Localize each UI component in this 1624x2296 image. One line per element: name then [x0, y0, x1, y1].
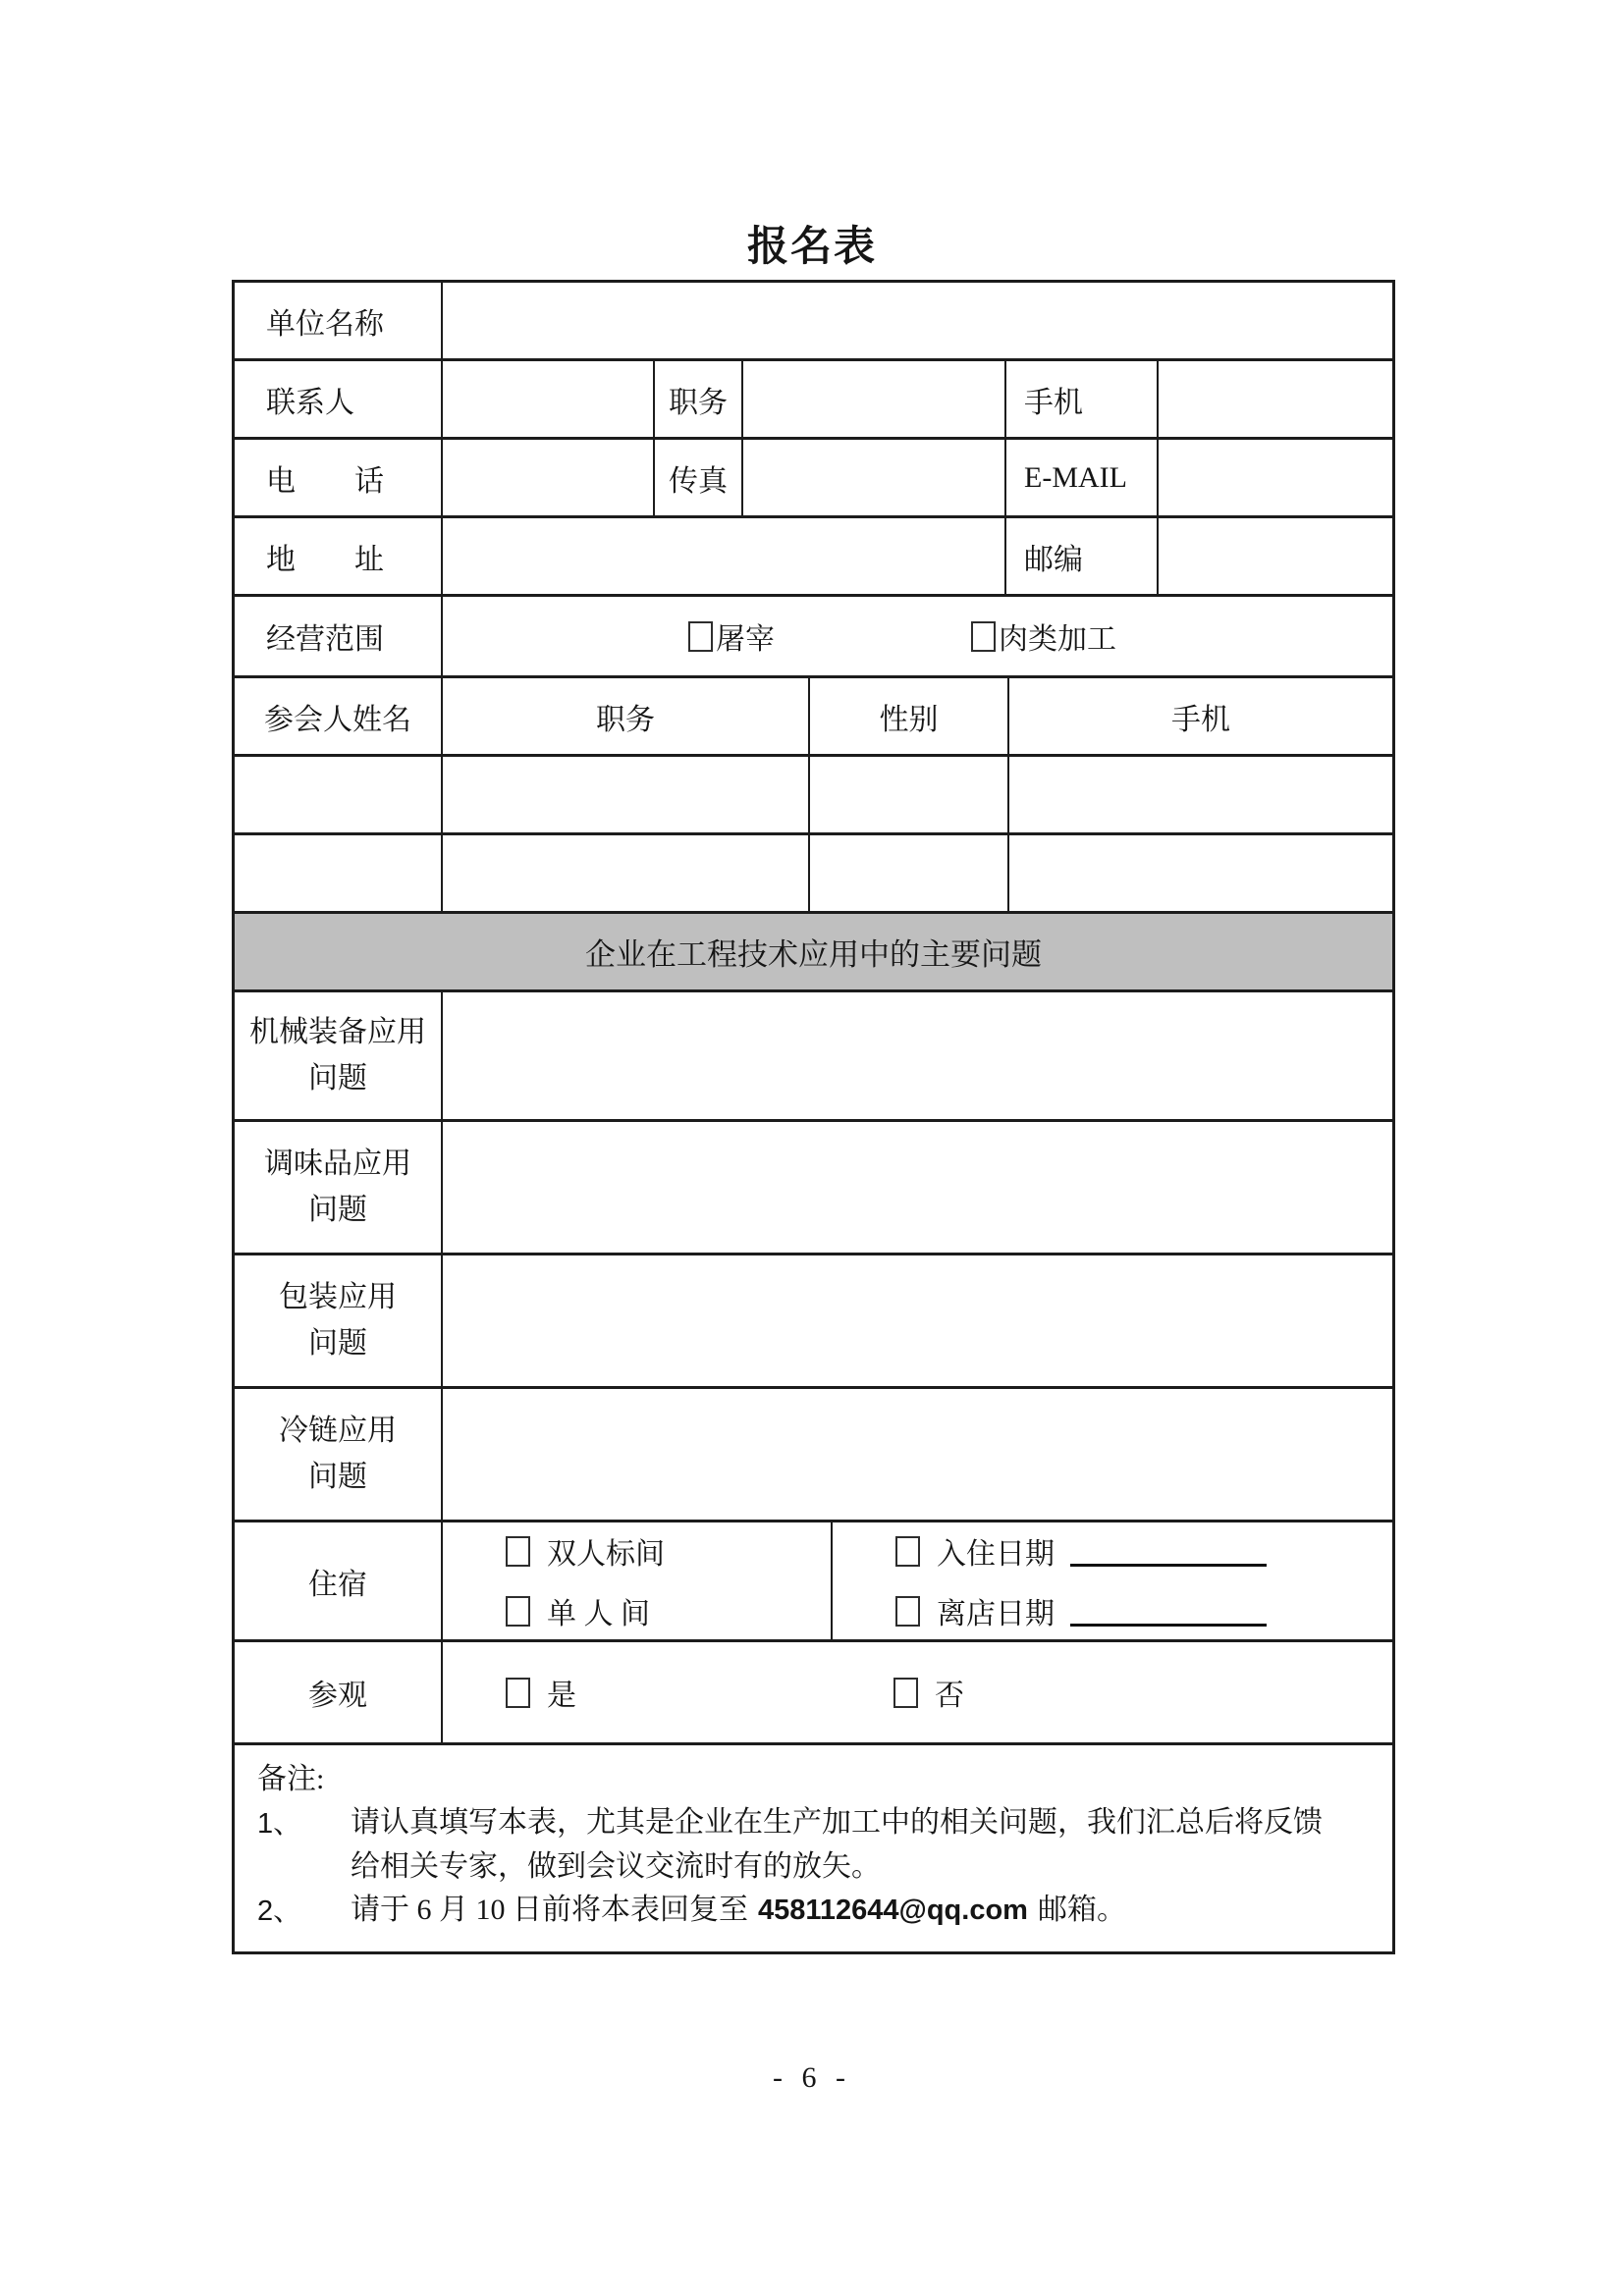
visit-option-no-label: 否: [935, 1680, 964, 1712]
remarks-item-1: [257, 1801, 1373, 1889]
phone-input-cell[interactable]: [443, 440, 655, 515]
room-option-single: [506, 1589, 831, 1632]
postcode-label: 邮编: [1006, 518, 1159, 594]
scope-option-meat-processing: [971, 614, 1116, 658]
fax-label: 传真: [655, 440, 743, 515]
attendee-2-mobile-cell[interactable]: [1009, 835, 1392, 911]
phone-label: 电 话: [235, 440, 443, 515]
attendee-2-position-cell[interactable]: [443, 835, 810, 911]
attendee-2-name-cell[interactable]: [235, 835, 443, 911]
email-input-cell[interactable]: [1159, 440, 1392, 515]
checkin-date-label: 入住日期: [937, 1538, 1055, 1571]
page-number: - 6 -: [773, 2061, 851, 2094]
attendee-2-gender-cell[interactable]: [810, 835, 1009, 911]
postcode-input-cell[interactable]: [1159, 518, 1392, 594]
contact-position-input-cell[interactable]: [743, 361, 1006, 437]
checkbox-checkout-date[interactable]: [895, 1596, 920, 1627]
address-label: 地 址: [235, 518, 443, 594]
attendee-mobile-header: 手机: [1171, 703, 1230, 736]
contact-input-cell[interactable]: [443, 361, 655, 437]
remarks-item-2: [257, 1889, 1373, 1933]
visit-option-yes: [506, 1671, 893, 1714]
row-accommodation: [235, 1522, 1392, 1642]
row-address: [235, 518, 1392, 597]
problem-machinery-label: 机械装备应用 问题: [235, 992, 443, 1119]
row-visit: [235, 1642, 1392, 1745]
accommodation-label: 住宿: [235, 1522, 443, 1639]
scope-option-meat-processing-label: 肉类加工: [999, 623, 1116, 656]
attendee-name-header: 参会人姓名: [235, 678, 443, 754]
remarks-item-2-text-after: 邮箱。: [1037, 1894, 1126, 1927]
unit-name-input-cell[interactable]: [443, 283, 1392, 358]
row-unit-name: [235, 283, 1392, 361]
remarks-title: 备注:: [257, 1763, 325, 1795]
registration-table: [232, 280, 1395, 1954]
business-scope-label: 经营范围: [235, 597, 443, 675]
address-input-cell[interactable]: [443, 518, 1006, 594]
contact-label: 联系人: [235, 361, 443, 437]
attendee-1-position-cell[interactable]: [443, 757, 810, 832]
checkbox-checkin-date[interactable]: [895, 1536, 920, 1567]
problem-seasoning-input-cell[interactable]: [443, 1122, 1392, 1253]
checkout-date-label: 离店日期: [937, 1598, 1055, 1630]
remarks-item-1-text: 请认真填写本表，尤其是企业在生产加工中的相关问题，我们汇总后将反馈给相关专家，做到会议交流时有的放矢。: [351, 1806, 1323, 1883]
room-option-double-label: 双人标间: [547, 1538, 665, 1571]
contact-position-label: 职务: [655, 361, 743, 437]
problems-section-header: 企业在工程技术应用中的主要问题: [235, 914, 1392, 989]
checkout-date-blank[interactable]: [1070, 1624, 1267, 1627]
scope-option-slaughter: [688, 614, 775, 658]
remarks-item-2-marker: 2、: [257, 1896, 302, 1928]
problem-packaging-label: 包装应用 问题: [235, 1255, 443, 1386]
visit-label: 参观: [235, 1642, 443, 1742]
remarks-item-2-text: [351, 1889, 1126, 1933]
row-problem-coldchain: [235, 1389, 1392, 1522]
attendee-position-header: 职务: [443, 678, 810, 754]
problem-machinery-input-cell[interactable]: [443, 992, 1392, 1119]
remarks-reply-email: 458112644@qq.com: [758, 1895, 1028, 1927]
contact-mobile-input-cell[interactable]: [1159, 361, 1392, 437]
checkbox-visit-yes[interactable]: [506, 1678, 530, 1708]
accommodation-date-options-cell: [833, 1522, 1392, 1639]
checkbox-meat-processing[interactable]: [971, 621, 996, 652]
remarks-item-1-marker: 1、: [257, 1808, 302, 1841]
checkbox-single-room[interactable]: [506, 1596, 530, 1627]
row-attendee-2: [235, 835, 1392, 914]
checkbox-slaughter[interactable]: [688, 621, 713, 652]
email-label: E-MAIL: [1006, 440, 1159, 515]
checkbox-visit-no[interactable]: [893, 1678, 918, 1708]
remarks-cell: [235, 1745, 1392, 1951]
room-option-double: [506, 1529, 831, 1573]
row-business-scope: [235, 597, 1392, 678]
row-attendee-1: [235, 757, 1392, 835]
attendee-1-mobile-cell[interactable]: [1009, 757, 1392, 832]
visit-option-no: [893, 1671, 964, 1714]
attendee-1-gender-cell[interactable]: [810, 757, 1009, 832]
row-problems-header: [235, 914, 1392, 992]
attendee-gender-header: 性别: [810, 678, 1009, 754]
row-problem-seasoning: [235, 1122, 1392, 1255]
visit-options-cell: [443, 1642, 1392, 1742]
row-remarks: [235, 1745, 1392, 1951]
checkbox-double-room[interactable]: [506, 1536, 530, 1567]
document-title: 报名表: [746, 225, 877, 270]
scope-option-slaughter-label: 屠宰: [716, 623, 775, 656]
row-contact: [235, 361, 1392, 440]
problem-coldchain-label: 冷链应用 问题: [235, 1389, 443, 1520]
checkin-date-blank[interactable]: [1070, 1564, 1267, 1567]
unit-name-label: 单位名称: [235, 283, 443, 358]
fax-input-cell[interactable]: [743, 440, 1006, 515]
problem-seasoning-label: 调味品应用 问题: [235, 1122, 443, 1253]
problem-coldchain-input-cell[interactable]: [443, 1389, 1392, 1520]
row-problem-packaging: [235, 1255, 1392, 1389]
contact-mobile-label: 手机: [1006, 361, 1159, 437]
visit-option-yes-label: 是: [547, 1680, 576, 1712]
row-problem-machinery: [235, 992, 1392, 1122]
row-phone: [235, 440, 1392, 518]
row-attendee-header: [235, 678, 1392, 757]
attendee-1-name-cell[interactable]: [235, 757, 443, 832]
checkin-date-option: [895, 1529, 1392, 1573]
room-option-single-label: 单 人 间: [547, 1598, 650, 1630]
checkout-date-option: [895, 1589, 1392, 1632]
business-scope-options-cell: [443, 597, 1392, 675]
remarks-item-2-text-before: 请于 6 月 10 日前将本表回复至: [351, 1894, 748, 1927]
problem-packaging-input-cell[interactable]: [443, 1255, 1392, 1386]
accommodation-room-options-cell: [443, 1522, 833, 1639]
